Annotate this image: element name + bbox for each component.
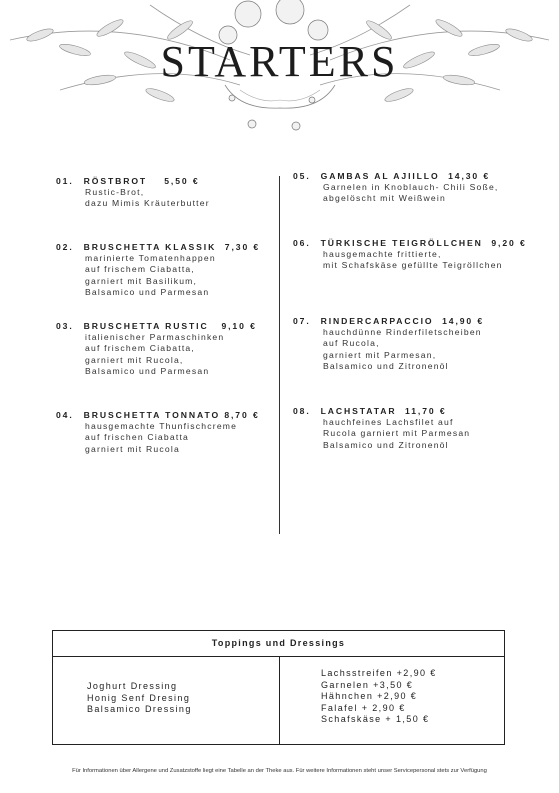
item-desc-line: Rustic-Brot, (85, 187, 145, 197)
item-desc-line: Garnelen in Knoblauch- Chili Soße, (323, 182, 499, 192)
item-name: BRUSCHETTA RUSTIC (83, 321, 209, 331)
dressings-list (87, 681, 192, 716)
menu-item (56, 321, 257, 377)
extra-item: Falafel + 2,90 € (321, 702, 406, 713)
item-price: 5,50 € (164, 176, 200, 186)
item-desc-line: auf Rucola, (323, 338, 380, 349)
menu-item (56, 410, 260, 455)
item-desc-line: italienischer Parmaschinken (85, 332, 225, 342)
dressing-item: Honig Senf Dresing (87, 692, 191, 703)
item-desc-line: auf frischem Ciabatta, (85, 264, 195, 275)
dressing-item: Joghurt Dressing (87, 681, 178, 691)
item-desc-line: auf frischen Ciabatta (85, 432, 190, 443)
item-desc-line: hausgemachte frittierte, (323, 249, 442, 259)
item-desc-line: abgelöscht mit Weißwein (323, 193, 446, 204)
item-price: 7,30 € (224, 242, 261, 252)
item-number: 08. (293, 406, 311, 416)
item-number: 03. (56, 321, 74, 331)
menu-item (293, 316, 484, 372)
item-price: 11,70 € (405, 406, 447, 416)
item-desc-line: garniert mit Parmesan, (323, 349, 437, 360)
item-price: 14,90 € (442, 316, 485, 326)
menu-item (293, 171, 499, 205)
item-number: 07. (293, 316, 311, 326)
toppings-title: Toppings und Dressings (53, 631, 504, 657)
item-desc-line: Balsamico und Zitronenöl (323, 439, 449, 450)
item-desc-line: hauchfeines Lachsfilet auf (323, 417, 454, 427)
item-desc-line: hausgemachte Thunfischcreme (85, 421, 238, 431)
extra-item: Schafskäse + 1,50 € (321, 714, 430, 724)
item-number: 05. (293, 171, 311, 181)
menu-item (56, 176, 210, 210)
item-desc-line: hauchdünne Rinderfiletscheiben (323, 327, 482, 337)
item-price: 9,10 € (221, 321, 257, 331)
item-number: 01. (56, 176, 74, 186)
extra-item: Lachsstreifen +2,90 € (321, 668, 437, 678)
item-name: LACHSTATAR (320, 406, 397, 416)
item-desc-line: auf frischem Ciabatta, (85, 343, 195, 354)
item-desc-line: garniert mit Rucola (85, 443, 180, 454)
item-number: 04. (56, 410, 74, 420)
item-desc-line: Rucola garniert mit Parmesan (323, 428, 471, 439)
item-desc-line: marinierte Tomatenhappen (85, 253, 216, 263)
menu-item (293, 238, 527, 272)
item-price: 9,20 € (491, 238, 527, 248)
item-desc-line: garniert mit Rucola, (85, 354, 184, 365)
item-name: BRUSCHETTA KLASSIK (83, 242, 217, 252)
page-title: STARTERS (160, 37, 399, 86)
item-name: RÖSTBROT (83, 176, 148, 186)
allergen-footer: Für Informationen über Allergene und Zusatzstoffe liegt eine Tabelle an der Theke aus. Für weitere Informationen steht unser Servicepersonal stets zur Verfügung (72, 768, 487, 774)
dressing-item: Balsamico Dressing (87, 704, 192, 714)
extras-list (321, 668, 437, 726)
toppings-divider (279, 656, 280, 744)
item-number: 06. (293, 238, 311, 248)
toppings-box (52, 630, 505, 745)
column-divider (279, 176, 280, 534)
item-desc-line: dazu Mimis Kräuterbutter (85, 198, 210, 209)
item-desc-line: Balsamico und Zitronenöl (323, 360, 449, 371)
extra-item: Hähnchen +2,90 € (321, 691, 418, 701)
item-price: 8,70 € (224, 410, 260, 420)
item-price: 14,30 € (448, 171, 491, 181)
item-name: BRUSCHETTA TONNATO (83, 410, 221, 420)
item-desc-line: garniert mit Basilikum, (85, 275, 198, 286)
item-desc-line: Balsamico und Parmesan (85, 286, 210, 297)
menu-item (293, 406, 470, 451)
item-desc-line: mit Schafskäse gefüllte Teigröllchen (323, 260, 503, 271)
item-number: 02. (56, 242, 74, 252)
item-desc-line: Balsamico und Parmesan (85, 365, 210, 376)
menu-item (56, 242, 260, 298)
item-name: GAMBAS AL AJIILLO (320, 171, 440, 181)
item-name: RINDERCARPACCIO (320, 316, 434, 326)
extra-item: Garnelen +3,50 € (321, 679, 414, 690)
item-name: TÜRKISCHE TEIGRÖLLCHEN (320, 238, 483, 248)
